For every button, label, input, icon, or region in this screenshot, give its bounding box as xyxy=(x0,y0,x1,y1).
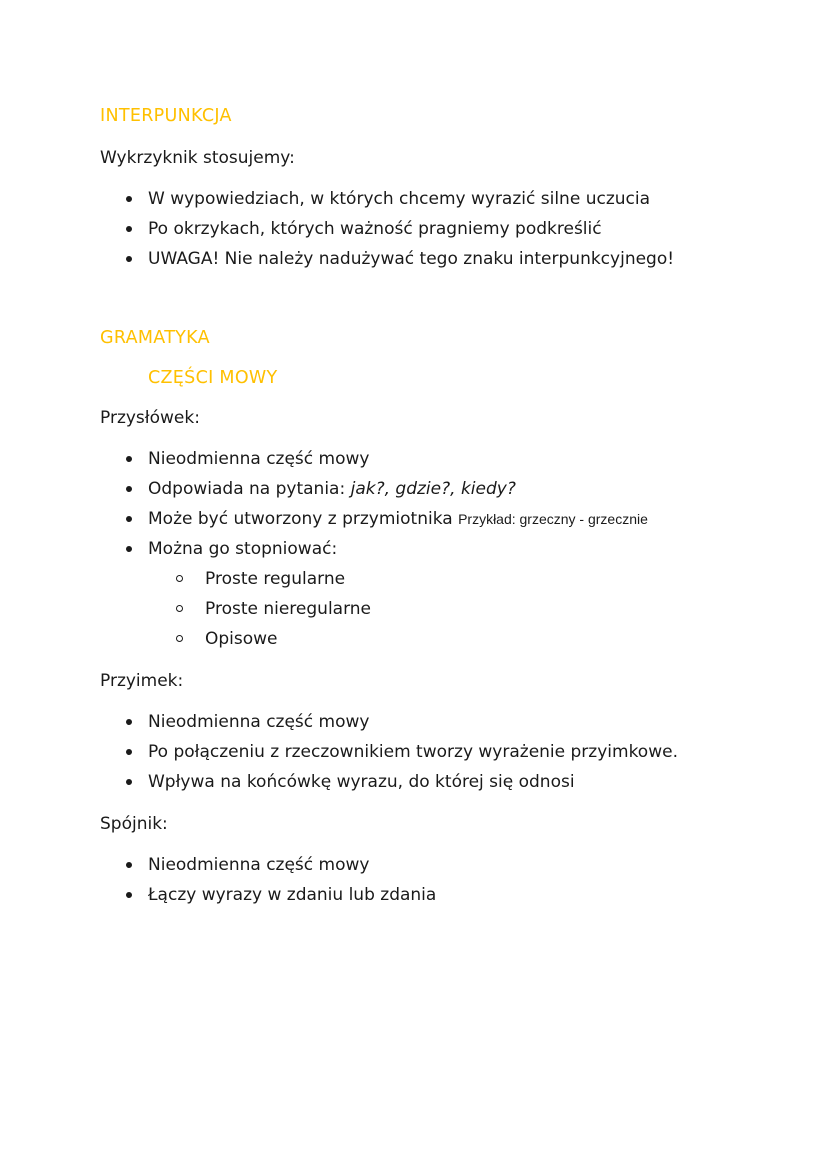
list-item xyxy=(100,850,732,880)
circle-bullet-icon xyxy=(176,575,183,582)
bullet-icon xyxy=(126,546,132,552)
list-item xyxy=(100,504,732,534)
list-item xyxy=(100,880,732,910)
list-item xyxy=(100,707,732,737)
bullet-icon xyxy=(126,749,132,755)
list-item-text: Nieodmienna część mowy xyxy=(148,712,370,732)
sub-list-item xyxy=(148,624,732,654)
list-item-text xyxy=(148,509,648,529)
subheading-czesci-mowy: CZĘŚCI MOWY xyxy=(148,368,278,388)
list-item-text: Nieodmienna część mowy xyxy=(148,449,370,469)
bullet-icon xyxy=(126,226,132,232)
bullet-list-przyimek xyxy=(100,707,732,797)
paragraph-spojnik: Spójnik: xyxy=(100,814,168,834)
bullet-icon xyxy=(126,516,132,522)
list-item-text: Po połączeniu z rzeczownikiem tworzy wyrażenie przyimkowe. xyxy=(148,742,678,762)
list-item xyxy=(100,444,732,474)
heading-interpunkcja: INTERPUNKCJA xyxy=(100,106,232,126)
paragraph-przyimek: Przyimek: xyxy=(100,671,184,691)
list-item xyxy=(100,214,732,244)
list-item-text: W wypowiedziach, w których chcemy wyrazić silne uczucia xyxy=(148,189,650,209)
bullet-icon xyxy=(126,719,132,725)
bullet-list-interpunkcja xyxy=(100,184,732,274)
list-item-text: Wpływa na końcówkę wyrazu, do której się odnosi xyxy=(148,772,575,792)
list-item-example-text: Przykład: grzeczny - grzecznie xyxy=(458,511,648,527)
list-item xyxy=(100,737,732,767)
bullet-icon xyxy=(126,862,132,868)
paragraph-przyslowek: Przysłówek: xyxy=(100,408,200,428)
list-item xyxy=(100,184,732,214)
circle-bullet-icon xyxy=(176,635,183,642)
list-item-text: Łączy wyrazy w zdaniu lub zdania xyxy=(148,885,437,905)
list-item-text-italic: jak?, gdzie?, kiedy? xyxy=(350,479,516,499)
sub-list-item-text: Proste nieregularne xyxy=(205,599,372,619)
sub-list-item-text: Proste regularne xyxy=(205,569,346,589)
list-item-text-plain: Może być utworzony z przymiotnika xyxy=(148,509,459,529)
sub-list-item xyxy=(148,564,732,594)
list-item-text: Nieodmienna część mowy xyxy=(148,855,370,875)
list-item xyxy=(100,534,732,654)
list-item-text-plain: Odpowiada na pytania: xyxy=(148,479,351,499)
bullet-icon xyxy=(126,256,132,262)
list-item-text: Po okrzykach, których ważność pragniemy podkreślić xyxy=(148,219,602,239)
bullet-icon xyxy=(126,892,132,898)
bullet-icon xyxy=(126,196,132,202)
list-item-text xyxy=(148,479,516,499)
bullet-icon xyxy=(126,456,132,462)
list-item xyxy=(100,244,732,274)
list-item xyxy=(100,474,732,504)
bullet-list-przyslowek xyxy=(100,444,732,654)
heading-gramatyka: GRAMATYKA xyxy=(100,328,210,348)
list-item-text: Można go stopniować: xyxy=(148,539,338,559)
bullet-icon xyxy=(126,779,132,785)
bullet-icon xyxy=(126,486,132,492)
sub-bullet-list-stopniowanie xyxy=(148,564,732,654)
circle-bullet-icon xyxy=(176,605,183,612)
list-item xyxy=(100,767,732,797)
sub-list-item xyxy=(148,594,732,624)
bullet-list-spojnik xyxy=(100,850,732,910)
sub-list-item-text: Opisowe xyxy=(205,629,278,649)
paragraph-wykrzyknik: Wykrzyknik stosujemy: xyxy=(100,148,295,168)
list-item-text: UWAGA! Nie należy nadużywać tego znaku interpunkcyjnego! xyxy=(148,249,675,269)
